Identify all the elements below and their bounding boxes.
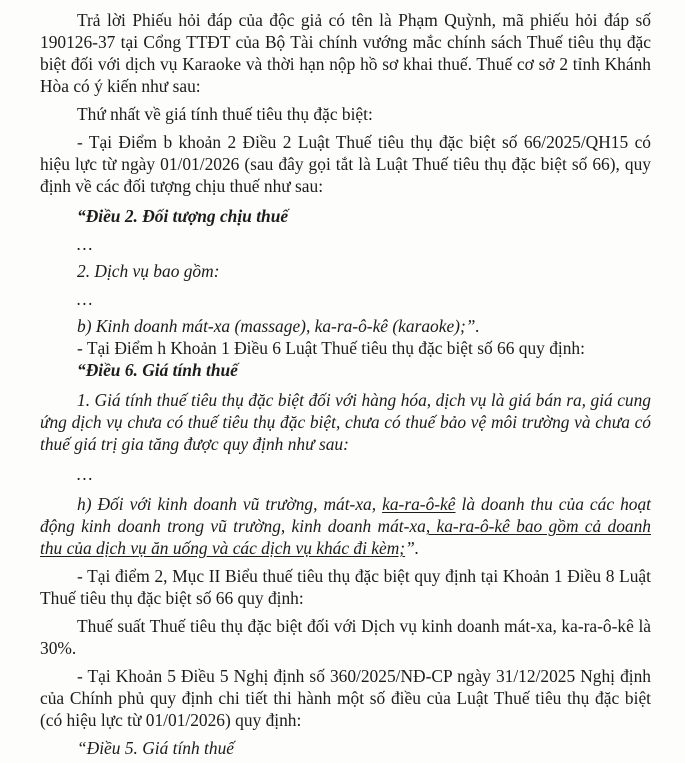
paragraph-first-point-heading: Thứ nhất về giá tính thuế tiêu thụ đặc biệt: — [77, 104, 373, 124]
point-h-segment: là doanh thu của các hoạt động kinh doanh trong vũ trường, kinh doanh mát-xa — [40, 494, 651, 536]
paragraph-point-h-quote — [40, 493, 651, 559]
paragraph-ellipsis-1: … — [77, 234, 93, 254]
point-h-segment: h) Đối với kinh doanh vũ trường, mát-xa, — [77, 494, 383, 514]
paragraph-clause2-services: 2. Dịch vụ bao gồm: — [77, 261, 220, 281]
paragraph-article2-heading: “Điều 2. Đối tượng chịu thuế — [77, 206, 289, 226]
paragraph-law-point-h-reference: - Tại Điểm h Khoản 1 Điều 6 Luật Thuế tiêu thụ đặc biệt số 66 quy định: — [77, 338, 585, 358]
paragraph-point-b-quote: b) Kinh doanh mát-xa (massage), ka-ra-ô-kê (karaoke);”. — [77, 316, 480, 336]
paragraph-ellipsis-3: … — [77, 464, 93, 484]
paragraph-decree-reference: - Tại Khoản 5 Điều 5 Nghị định số 360/2025/NĐ-CP ngày 31/12/2025 Nghị định của Chính phủ quy định chi tiết thi hành một số điều của Luật Thuế tiêu thụ đặc biệt (có hiệu lực từ 01/01/2026) quy định: — [40, 666, 651, 730]
paragraph-clause1-price: 1. Giá tính thuế tiêu thụ đặc biệt đối với hàng hóa, dịch vụ là giá bán ra, giá cung ứng dịch vụ chưa có thuế tiêu thụ đặc biệt, chưa có thuế bảo vệ môi trường và chưa có thuế giá trị gia tăng được quy định như sau: — [40, 390, 651, 454]
paragraph-schedule-reference: - Tại điểm 2, Mục II Biểu thuế tiêu thụ đặc biệt quy định tại Khoản 1 Điều 8 Luật Thuế tiêu thụ đặc biệt số 66 quy định: — [40, 566, 651, 608]
point-h-underlined-segment: ka-ra-ô-kê — [382, 494, 456, 514]
paragraph-intro: Trả lời Phiếu hỏi đáp của độc giả có tên là Phạm Quỳnh, mã phiếu hỏi đáp số 190126-37 tại Cổng TTĐT của Bộ Tài chính vướng mắc chính sách Thuế tiêu thụ đặc biệt đối với dịch vụ Karaoke và thời hạn nộp hồ sơ khai thuế. Thuế cơ sở 2 tỉnh Khánh Hòa có ý kiến như sau: — [40, 10, 651, 96]
point-h-segment: ”. — [405, 538, 420, 558]
paragraph-ellipsis-2: … — [77, 289, 93, 309]
paragraph-article5-heading: “Điều 5. Giá tính thuế — [77, 738, 234, 758]
paragraph-article6-heading: “Điều 6. Giá tính thuế — [77, 360, 238, 380]
paragraph-tax-rate: Thuế suất Thuế tiêu thụ đặc biệt đối với Dịch vụ kinh doanh mát-xa, ka-ra-ô-kê là 30%. — [40, 616, 651, 658]
point-h-underlined-segment: , ka-ra-ô-kê bao gồm cả doanh thu của dịch vụ ăn uống và các dịch vụ khác đi kèm; — [40, 516, 651, 558]
paragraph-law-point-b-reference: - Tại Điểm b khoản 2 Điều 2 Luật Thuế tiêu thụ đặc biệt số 66/2025/QH15 có hiệu lực từ ngày 01/01/2026 (sau đây gọi tắt là Luật Thuế tiêu thụ đặc biệt số 66), quy định về các đối tượng chịu thuế như sau: — [40, 132, 651, 196]
